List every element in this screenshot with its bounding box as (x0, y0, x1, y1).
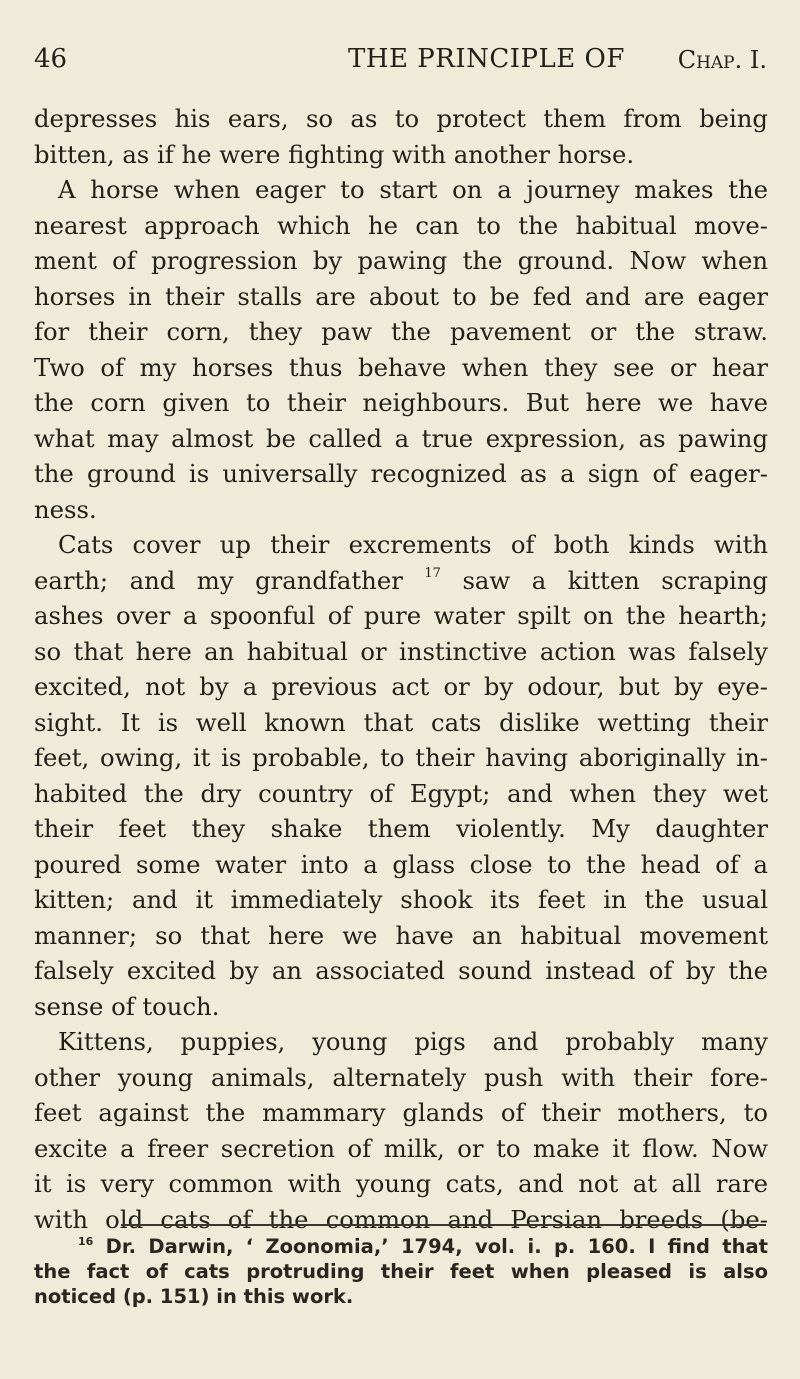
text-line: sight. It is well known that cats dislike wetting their (34, 707, 768, 737)
text-line: so that here an habitual or instinctive action was falsely (34, 636, 768, 666)
text-line: nearest approach which he can to the habitual move- (34, 210, 768, 240)
text-segment: earth; and my grandfather (34, 565, 403, 595)
text-line-with-footnote-ref (34, 563, 768, 599)
text-line: depresses his ears, so as to protect them from being (34, 104, 768, 133)
page-header (34, 44, 767, 84)
text-line: ashes over a spoonful of pure water spilt on the hearth; (34, 601, 768, 630)
text-line: feet against the mammary glands of their mothers, to (34, 1098, 768, 1127)
text-line: falsely excited by an associated sound instead of by the (34, 956, 768, 985)
footnote-number: 16 (78, 1235, 94, 1248)
footnote-line: noticed (p. 151) in this work. (34, 1285, 354, 1308)
text-line: it is very common with young cats, and not at all rare (34, 1169, 768, 1198)
text-line: Cats cover up their excrements of both kinds with (58, 530, 768, 559)
text-line: other young animals, alternately push with their fore- (34, 1062, 768, 1092)
text-line: poured some water into a glass close to the head of a (34, 849, 768, 879)
text-line: Two of my horses thus behave when they see or hear (34, 352, 768, 382)
text-line: feet, owing, it is probable, to their having aboriginally in- (34, 743, 768, 772)
text-line: the ground is universally recognized as a sign of eager- (34, 459, 768, 488)
text-line: bitten, as if he were fighting with another horse. (34, 139, 635, 169)
text-line: horses in their stalls are about to be fed and are eager (34, 281, 768, 311)
running-title: THE PRINCIPLE OF (348, 44, 625, 74)
footnote (34, 1234, 768, 1309)
text-line: ment of progression by pawing the ground. Now when (34, 246, 768, 275)
body-text (34, 101, 768, 1237)
text-line: excited, not by a previous act or by odour, but by eye- (34, 672, 768, 701)
text-line: habited the dry country of Egypt; and when they wet (34, 778, 768, 808)
footnote-reference[interactable]: 17 (424, 565, 441, 581)
text-segment: saw a kitten scraping (462, 565, 768, 595)
text-line: A horse when eager to start on a journey makes the (58, 175, 768, 204)
text-line: sense of touch. (34, 991, 220, 1021)
footnote-line (34, 1234, 768, 1259)
footnote-text: Dr. Darwin, ‘ Zoonomia,’ 1794, vol. i. p. 160. I find that (105, 1235, 768, 1258)
text-line: the corn given to their neighbours. But here we have (34, 388, 768, 417)
text-line: Kittens, puppies, young pigs and probably many (58, 1027, 768, 1056)
chapter-label: Chap. I. (677, 46, 767, 74)
text-line: with old cats of the common and Persian breeds (be- (34, 1204, 768, 1234)
page-number: 46 (34, 44, 68, 74)
footnote-line: the fact of cats protruding their feet when pleased is also (34, 1260, 768, 1283)
text-line: what may almost be called a true expression, as pawing (34, 423, 768, 453)
text-line: for their corn, they paw the pavement or the straw. (34, 317, 768, 346)
text-line: excite a freer secretion of milk, or to make it flow. Now (34, 1133, 768, 1163)
text-line: kitten; and it immediately shook its feet in the usual (34, 885, 768, 914)
footnote-divider (121, 1224, 766, 1226)
text-line: ness. (34, 494, 97, 524)
text-line: manner; so that here we have an habitual movement (34, 920, 768, 950)
text-line: their feet they shake them violently. My daughter (34, 814, 768, 843)
